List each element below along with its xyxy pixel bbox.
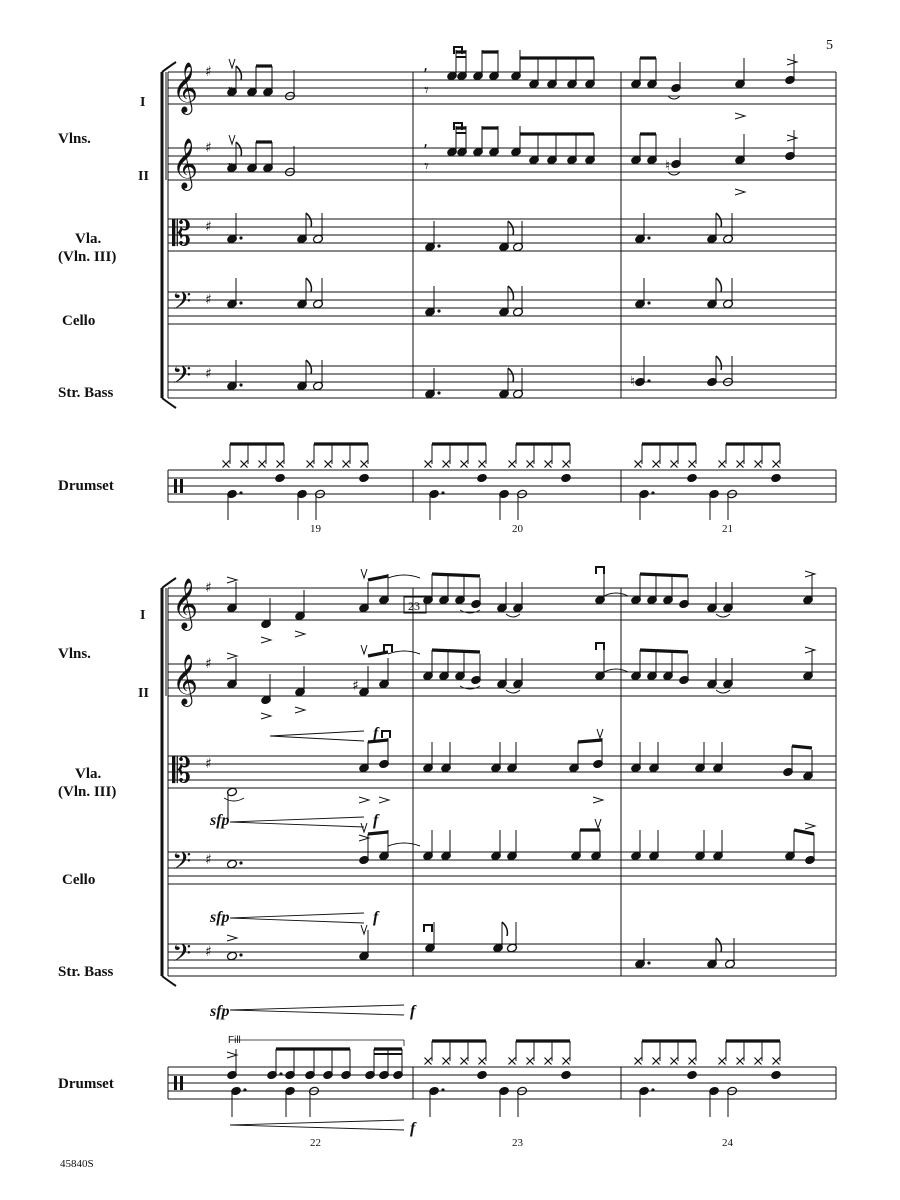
crescendo-hairpin: [230, 817, 364, 822]
viola-label: Vla.: [75, 231, 102, 247]
augmentation-dot: [647, 301, 650, 304]
clef-icon: 𝄞: [172, 578, 199, 629]
note-flag: [508, 286, 513, 300]
notehead: [226, 951, 237, 961]
accent-mark: [593, 797, 603, 803]
notehead: [686, 1070, 697, 1080]
measure-number: 24: [722, 1137, 733, 1149]
notehead: [686, 473, 697, 483]
dynamic-sfp: sfp: [210, 1003, 230, 1020]
tie: [224, 798, 244, 801]
augmentation-dot: [437, 309, 440, 312]
tie: [388, 575, 420, 578]
note-flag: [508, 221, 513, 235]
augmentation-dot: [239, 236, 242, 239]
accent-mark: [735, 189, 745, 195]
crescendo-hairpin: [230, 1120, 404, 1125]
note-flag: [236, 66, 241, 80]
up-bow-mark: [361, 645, 367, 654]
percussion-clef-icon: [180, 479, 183, 493]
notehead: [226, 859, 237, 869]
clef-icon: 𝄞: [172, 654, 199, 705]
up-bow-mark: [597, 729, 603, 738]
accent-mark: [735, 113, 745, 119]
crescendo-hairpin: [230, 918, 364, 923]
notehead: [476, 473, 487, 483]
note-flag: [716, 938, 721, 952]
key-signature-sharp-icon: ♯: [205, 656, 212, 672]
key-signature-sharp-icon: ♯: [205, 292, 212, 308]
accent-mark: [227, 935, 237, 941]
augmentation-dot: [239, 491, 242, 494]
crescendo-hairpin: [270, 731, 364, 736]
up-bow-mark: [361, 823, 367, 832]
measure-number: 21: [722, 523, 733, 535]
down-bow-mark: [596, 643, 604, 650]
key-signature-sharp-icon: ♯: [205, 756, 212, 772]
notehead: [358, 473, 369, 483]
accent-mark: [261, 713, 271, 719]
tie: [716, 690, 730, 693]
breath-mark-icon: ,: [423, 131, 429, 150]
clef-icon: 𝄢: [172, 361, 192, 396]
beam: [794, 830, 814, 834]
measure-number: 22: [310, 1137, 321, 1149]
dynamic-sfp: sfp: [210, 812, 230, 829]
crescendo-hairpin: [230, 1125, 404, 1130]
dynamic-forte: f: [373, 909, 379, 926]
percussion-clef-icon: [174, 479, 177, 493]
violin-2-label: II: [138, 686, 149, 701]
measure-number: 19: [310, 523, 321, 535]
beam: [368, 652, 388, 656]
note-flag: [306, 213, 311, 227]
tie: [506, 690, 520, 693]
cello-label: Cello: [62, 313, 96, 329]
note-flag: [508, 368, 513, 382]
note-flag: [306, 278, 311, 292]
down-bow-mark: [424, 925, 432, 932]
fill-label: Fill: [228, 1035, 241, 1046]
beam: [640, 650, 688, 652]
crescendo-hairpin: [230, 913, 364, 918]
augmentation-dot: [647, 379, 650, 382]
augmentation-dot: [243, 1088, 246, 1091]
natural-sign-icon: ♮: [630, 374, 636, 390]
violin-2-label: II: [138, 169, 149, 184]
page-number: 5: [826, 38, 833, 53]
key-signature-sharp-icon: ♯: [205, 219, 212, 235]
notehead: [770, 473, 781, 483]
augmentation-dot: [437, 391, 440, 394]
accent-mark: [805, 571, 815, 577]
dynamic-forte: f: [373, 812, 379, 829]
measure-number: 20: [512, 523, 523, 535]
augmentation-dot: [239, 861, 242, 864]
key-signature-sharp-icon: ♯: [205, 580, 212, 596]
accent-mark: [359, 797, 369, 803]
augmentation-dot: [239, 953, 242, 956]
notehead: [770, 1070, 781, 1080]
clef-icon: 𝄢: [172, 847, 192, 882]
augmentation-dot: [651, 1088, 654, 1091]
augmentation-dot: [437, 244, 440, 247]
accent-mark: [805, 647, 815, 653]
violins-label: Vlns.: [58, 131, 91, 147]
viola-label: Vla.: [75, 766, 102, 782]
eighth-rest-icon: 𝄾: [424, 156, 429, 177]
up-bow-mark: [595, 819, 601, 828]
bracket-hook: [162, 976, 176, 986]
accent-mark: [295, 631, 305, 637]
catalog-number: 45840S: [60, 1158, 94, 1170]
accent-mark: [295, 707, 305, 713]
clef-icon: 𝄢: [172, 287, 192, 322]
clef-icon: 𝄡: [172, 751, 191, 791]
string-bass-label: Str. Bass: [58, 964, 114, 980]
augmentation-dot: [279, 1072, 282, 1075]
beam: [432, 650, 480, 652]
tie: [388, 843, 420, 846]
bracket-hook: [162, 398, 176, 408]
augmentation-dot: [651, 491, 654, 494]
clef-icon: 𝄡: [172, 214, 191, 254]
dynamic-sfp: sfp: [210, 909, 230, 926]
clef-icon: 𝄢: [172, 939, 192, 974]
key-signature-sharp-icon: ♯: [205, 852, 212, 868]
notehead: [274, 473, 285, 483]
crescendo-hairpin: [230, 1010, 404, 1015]
sharp-sign-icon: ♯: [352, 678, 359, 694]
eighth-rest-icon: 𝄾: [424, 80, 429, 101]
augmentation-dot: [441, 1088, 444, 1091]
augmentation-dot: [441, 491, 444, 494]
key-signature-sharp-icon: ♯: [205, 64, 212, 80]
cello-label: Cello: [62, 872, 96, 888]
clef-icon: 𝄞: [172, 62, 199, 113]
up-bow-mark: [361, 925, 367, 934]
tie: [716, 614, 730, 617]
up-bow-mark: [229, 135, 235, 144]
beam: [792, 746, 812, 748]
viola-sub-label: (Vln. III): [58, 784, 117, 800]
beam: [368, 832, 388, 834]
down-bow-mark: [596, 567, 604, 574]
breath-mark-icon: ,: [423, 55, 429, 74]
note-flag: [306, 360, 311, 374]
viola-sub-label: (Vln. III): [58, 249, 117, 265]
key-signature-sharp-icon: ♯: [205, 366, 212, 382]
crescendo-hairpin: [270, 736, 364, 741]
key-signature-sharp-icon: ♯: [205, 944, 212, 960]
notehead: [560, 473, 571, 483]
note-flag: [716, 213, 721, 227]
note-flag: [502, 922, 507, 936]
key-signature-sharp-icon: ♯: [205, 140, 212, 156]
notehead: [476, 1070, 487, 1080]
notehead: [560, 1070, 571, 1080]
crescendo-hairpin: [230, 1005, 404, 1010]
down-bow-mark: [382, 731, 390, 738]
up-bow-mark: [361, 569, 367, 578]
violins-label: Vlns.: [58, 646, 91, 662]
measure-number: 23: [512, 1137, 523, 1149]
accent-mark: [787, 59, 797, 65]
dynamic-forte: f: [410, 1120, 416, 1137]
dynamic-forte: f: [410, 1003, 416, 1020]
beam: [432, 574, 480, 576]
staves-layer: [162, 62, 836, 1099]
tie: [460, 610, 480, 613]
natural-sign-icon: ♮: [665, 158, 671, 174]
violin-1-label: I: [140, 608, 146, 623]
beam: [640, 574, 688, 576]
drumset-label: Drumset: [58, 1076, 114, 1092]
accent-mark: [261, 637, 271, 643]
up-bow-mark: [229, 59, 235, 68]
note-flag: [716, 356, 721, 370]
rehearsal-mark: 23: [408, 599, 420, 613]
percussion-clef-icon: [174, 1076, 177, 1090]
string-bass-label: Str. Bass: [58, 385, 114, 401]
beam: [368, 576, 388, 580]
tie: [460, 686, 480, 689]
note-flag: [716, 278, 721, 292]
percussion-clef-icon: [180, 1076, 183, 1090]
crescendo-hairpin: [230, 822, 364, 827]
augmentation-dot: [239, 383, 242, 386]
accent-mark: [787, 135, 797, 141]
augmentation-dot: [647, 961, 650, 964]
note-flag: [236, 142, 241, 156]
accent-mark: [379, 797, 389, 803]
violin-1-label: I: [140, 95, 146, 110]
dynamic-forte: f: [373, 725, 379, 742]
augmentation-dot: [647, 236, 650, 239]
tie: [506, 614, 520, 617]
beam: [578, 740, 602, 742]
accent-mark: [805, 823, 815, 829]
augmentation-dot: [239, 301, 242, 304]
drumset-label: Drumset: [58, 478, 114, 494]
clef-icon: 𝄞: [172, 138, 199, 189]
